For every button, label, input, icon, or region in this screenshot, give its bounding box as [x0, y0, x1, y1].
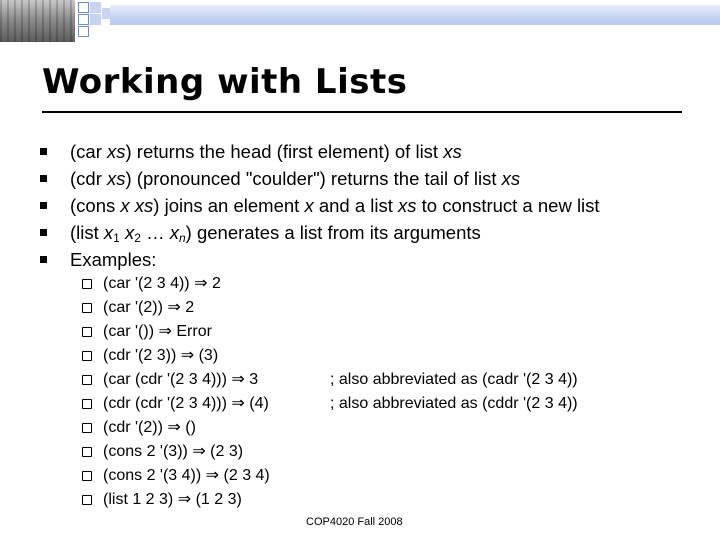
- example-expression: (cdr '(2 3)) ⇒ (3): [103, 347, 219, 364]
- banner-bar: [110, 5, 720, 25]
- implies-arrow-icon: ⇒: [231, 371, 245, 388]
- bullet-item: [40, 246, 600, 273]
- banner-square: [90, 2, 101, 13]
- bullet-item: [40, 219, 600, 246]
- example-comment: ; also abbreviated as (cadr '(2 3 4)): [330, 371, 578, 388]
- bullet-text: Examples:: [70, 249, 157, 270]
- example-item: [80, 344, 640, 368]
- checkbox-bullet-icon: [82, 471, 92, 481]
- example-expression: (cdr (cdr '(2 3 4))) ⇒ (4): [103, 395, 269, 412]
- bullet-text: (cons x xs) joins an element x and a list xs to construct a new list: [70, 195, 600, 216]
- checkbox-bullet-icon: [82, 279, 92, 289]
- implies-arrow-icon: ⇒: [194, 275, 208, 292]
- checkbox-bullet-icon: [82, 303, 92, 313]
- example-expression: (cons 2 '(3 4)) ⇒ (2 3 4): [103, 467, 270, 484]
- bullet-text: (car xs) returns the head (first element) of list xs: [70, 141, 462, 162]
- example-item: [80, 320, 640, 344]
- slide-footer: COP4020 Fall 2008: [306, 516, 403, 528]
- example-expression: (list 1 2 3) ⇒ (1 2 3): [103, 491, 242, 508]
- banner-square: [78, 2, 89, 13]
- header-banner: [0, 0, 720, 50]
- square-bullet-icon: [40, 175, 47, 182]
- square-bullet-icon: [40, 256, 47, 263]
- checkbox-bullet-icon: [82, 447, 92, 457]
- example-expression: (car '()) ⇒ Error: [103, 323, 212, 340]
- slide-title: Working with Lists: [42, 62, 408, 102]
- implies-arrow-icon: ⇒: [158, 323, 172, 340]
- implies-arrow-icon: ⇒: [231, 395, 245, 412]
- bullet-text: (cdr xs) (pronounced "coulder") returns the tail of list xs: [70, 168, 521, 189]
- example-expression: (car '(2)) ⇒ 2: [103, 299, 195, 316]
- example-item: [80, 416, 640, 440]
- checkbox-bullet-icon: [82, 375, 92, 385]
- implies-arrow-icon: ⇒: [192, 443, 206, 460]
- examples-list: [80, 272, 640, 512]
- checkbox-bullet-icon: [82, 423, 92, 433]
- checkbox-bullet-icon: [82, 351, 92, 361]
- example-expression: (cons 2 '(3)) ⇒ (2 3): [103, 443, 244, 460]
- implies-arrow-icon: ⇒: [167, 419, 181, 436]
- header-photo: [0, 0, 75, 42]
- square-bullet-icon: [40, 148, 47, 155]
- banner-square: [78, 14, 89, 25]
- bullet-item: [40, 138, 600, 165]
- example-item: [80, 464, 640, 488]
- bullet-text: (list $x_1$ $x_2$ … $x_n$) generates a list from its arguments: [70, 222, 481, 245]
- banner-square: [90, 14, 101, 25]
- example-item: [80, 392, 640, 416]
- bullet-item: [40, 192, 600, 219]
- example-item: [80, 272, 640, 296]
- square-bullet-icon: [40, 229, 47, 236]
- main-bullet-list: [40, 138, 600, 273]
- checkbox-bullet-icon: [82, 327, 92, 337]
- title-rule: [42, 111, 682, 113]
- square-bullet-icon: [40, 202, 47, 209]
- checkbox-bullet-icon: [82, 399, 92, 409]
- example-item: [80, 368, 640, 392]
- example-item: [80, 440, 640, 464]
- example-expression: (car '(2 3 4)) ⇒ 2: [103, 275, 221, 292]
- example-item: [80, 488, 640, 512]
- example-item: [80, 296, 640, 320]
- example-expression: (cdr '(2)) ⇒ (): [103, 419, 196, 436]
- bullet-item: [40, 165, 600, 192]
- implies-arrow-icon: ⇒: [180, 347, 195, 364]
- banner-square: [78, 26, 89, 37]
- example-comment: ; also abbreviated as (cddr '(2 3 4)): [330, 395, 578, 412]
- implies-arrow-icon: ⇒: [167, 299, 181, 316]
- checkbox-bullet-icon: [82, 495, 92, 505]
- example-expression: (car (cdr '(2 3 4))) ⇒ 3: [103, 371, 259, 388]
- implies-arrow-icon: ⇒: [205, 467, 220, 484]
- implies-arrow-icon: ⇒: [177, 491, 192, 508]
